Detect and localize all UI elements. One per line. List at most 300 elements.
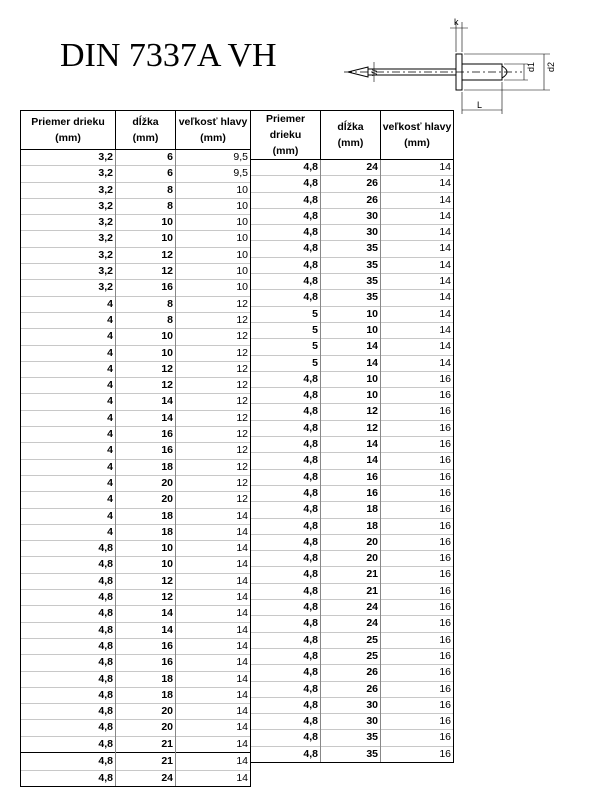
table-row xyxy=(251,257,454,273)
cell-diameter: 4,8 xyxy=(21,671,116,687)
cell-head-size: 9,5 xyxy=(176,166,251,182)
table-row xyxy=(251,176,454,192)
table-row xyxy=(21,590,251,606)
table-row xyxy=(251,274,454,290)
cell-length: 35 xyxy=(321,746,381,762)
cell-head-size: 10 xyxy=(176,215,251,231)
table-row xyxy=(251,567,454,583)
table-row xyxy=(21,394,251,410)
cell-diameter: 4,8 xyxy=(251,192,321,208)
cell-head-size: 16 xyxy=(381,714,454,730)
cell-length: 24 xyxy=(116,770,176,786)
cell-head-size: 16 xyxy=(381,567,454,583)
table-row xyxy=(21,770,251,786)
cell-length: 16 xyxy=(116,443,176,459)
cell-diameter: 4,8 xyxy=(251,583,321,599)
cell-diameter: 4,8 xyxy=(21,770,116,786)
table-row xyxy=(21,150,251,166)
table-row xyxy=(21,247,251,263)
cell-head-size: 16 xyxy=(381,551,454,567)
cell-length: 16 xyxy=(116,655,176,671)
table-row xyxy=(251,404,454,420)
cell-diameter: 5 xyxy=(251,306,321,322)
cell-head-size: 12 xyxy=(176,296,251,312)
cell-length: 30 xyxy=(321,697,381,713)
cell-length: 20 xyxy=(321,534,381,550)
cell-diameter: 4 xyxy=(21,394,116,410)
cell-head-size: 16 xyxy=(381,632,454,648)
cell-diameter: 4,8 xyxy=(251,518,321,534)
cell-length: 12 xyxy=(116,264,176,280)
cell-length: 30 xyxy=(321,714,381,730)
cell-head-size: 16 xyxy=(381,697,454,713)
cell-head-size: 14 xyxy=(176,524,251,540)
cell-head-size: 14 xyxy=(176,573,251,589)
table-row xyxy=(251,241,454,257)
table-row xyxy=(21,443,251,459)
cell-diameter: 4,8 xyxy=(251,632,321,648)
cell-diameter: 3,2 xyxy=(21,215,116,231)
cell-diameter: 4,8 xyxy=(251,567,321,583)
cell-diameter: 4 xyxy=(21,459,116,475)
cell-diameter: 3,2 xyxy=(21,182,116,198)
cell-length: 10 xyxy=(321,322,381,338)
cell-head-size: 14 xyxy=(381,176,454,192)
table-row xyxy=(21,312,251,328)
cell-head-size: 14 xyxy=(176,752,251,770)
cell-head-size: 14 xyxy=(176,655,251,671)
cell-diameter: 4 xyxy=(21,410,116,426)
cell-diameter: 4 xyxy=(21,427,116,443)
table-row xyxy=(21,198,251,214)
cell-length: 26 xyxy=(321,176,381,192)
table-row xyxy=(21,671,251,687)
cell-length: 18 xyxy=(116,459,176,475)
table-row xyxy=(251,534,454,550)
cell-diameter: 4,8 xyxy=(251,290,321,306)
table-row xyxy=(21,557,251,573)
cell-length: 16 xyxy=(321,485,381,501)
cell-length: 18 xyxy=(321,518,381,534)
table-row xyxy=(21,361,251,377)
cell-length: 16 xyxy=(321,469,381,485)
rivet-table-right xyxy=(250,110,454,763)
cell-diameter: 4,8 xyxy=(251,485,321,501)
table-header-row xyxy=(251,111,454,160)
cell-length: 12 xyxy=(116,247,176,263)
table-row xyxy=(21,475,251,491)
cell-diameter: 4 xyxy=(21,361,116,377)
cell-diameter: 4,8 xyxy=(21,752,116,770)
table-row xyxy=(251,551,454,567)
table-row xyxy=(21,492,251,508)
cell-length: 10 xyxy=(321,371,381,387)
cell-diameter: 4,8 xyxy=(251,208,321,224)
cell-diameter: 4,8 xyxy=(21,557,116,573)
table-row xyxy=(251,714,454,730)
cell-head-size: 10 xyxy=(176,280,251,296)
cell-length: 8 xyxy=(116,296,176,312)
cell-head-size: 10 xyxy=(176,182,251,198)
cell-head-size: 14 xyxy=(381,160,454,176)
cell-head-size: 12 xyxy=(176,443,251,459)
cell-head-size: 16 xyxy=(381,502,454,518)
cell-head-size: 14 xyxy=(381,192,454,208)
cell-length: 26 xyxy=(321,192,381,208)
table-row xyxy=(21,166,251,182)
cell-head-size: 16 xyxy=(381,616,454,632)
cell-diameter: 5 xyxy=(251,322,321,338)
header-head-size: veľkosť hlavy (mm) xyxy=(381,111,454,160)
cell-diameter: 4,8 xyxy=(251,160,321,176)
table-row xyxy=(251,322,454,338)
cell-length: 10 xyxy=(116,329,176,345)
cell-length: 26 xyxy=(321,665,381,681)
label-k: k xyxy=(454,17,459,27)
table-row xyxy=(251,681,454,697)
cell-length: 30 xyxy=(321,225,381,241)
cell-diameter: 3,2 xyxy=(21,150,116,166)
cell-diameter: 4,8 xyxy=(251,257,321,273)
table-header-row xyxy=(21,111,251,150)
table-row xyxy=(21,459,251,475)
table-row xyxy=(21,182,251,198)
cell-diameter: 3,2 xyxy=(21,280,116,296)
cell-head-size: 16 xyxy=(381,469,454,485)
cell-head-size: 12 xyxy=(176,329,251,345)
table-row xyxy=(251,420,454,436)
table-row xyxy=(251,502,454,518)
cell-head-size: 14 xyxy=(176,541,251,557)
cell-length: 18 xyxy=(321,502,381,518)
cell-head-size: 10 xyxy=(176,264,251,280)
cell-diameter: 4,8 xyxy=(21,606,116,622)
table-row xyxy=(21,606,251,622)
cell-length: 35 xyxy=(321,241,381,257)
table-row xyxy=(21,329,251,345)
cell-head-size: 12 xyxy=(176,345,251,361)
label-d2: d2 xyxy=(546,61,556,72)
table-row xyxy=(251,388,454,404)
cell-length: 14 xyxy=(321,339,381,355)
cell-head-size: 14 xyxy=(381,290,454,306)
header-head-size: veľkosť hlavy (mm) xyxy=(176,111,251,150)
cell-diameter: 4,8 xyxy=(251,241,321,257)
cell-length: 18 xyxy=(116,671,176,687)
cell-diameter: 4,8 xyxy=(251,225,321,241)
cell-head-size: 16 xyxy=(381,518,454,534)
table-row xyxy=(21,215,251,231)
cell-diameter: 4 xyxy=(21,312,116,328)
table-row xyxy=(21,508,251,524)
table-row xyxy=(251,746,454,762)
table-row xyxy=(21,541,251,557)
cell-head-size: 14 xyxy=(176,590,251,606)
table-row xyxy=(21,736,251,752)
table-row xyxy=(251,632,454,648)
table-row xyxy=(21,264,251,280)
cell-head-size: 12 xyxy=(176,394,251,410)
table-row xyxy=(21,638,251,654)
cell-head-size: 14 xyxy=(176,606,251,622)
cell-diameter: 4,8 xyxy=(21,590,116,606)
cell-length: 10 xyxy=(321,388,381,404)
cell-head-size: 16 xyxy=(381,420,454,436)
cell-diameter: 4,8 xyxy=(251,274,321,290)
label-w: w xyxy=(369,69,379,76)
cell-length: 12 xyxy=(321,420,381,436)
cell-diameter: 4,8 xyxy=(21,687,116,703)
cell-length: 8 xyxy=(116,182,176,198)
cell-length: 14 xyxy=(116,410,176,426)
cell-length: 12 xyxy=(116,361,176,377)
cell-diameter: 4,8 xyxy=(251,665,321,681)
cell-head-size: 14 xyxy=(381,306,454,322)
table-row xyxy=(251,600,454,616)
table-row xyxy=(251,616,454,632)
cell-length: 24 xyxy=(321,600,381,616)
table-row xyxy=(21,720,251,736)
table-body-left xyxy=(21,150,251,787)
rivet-table-left xyxy=(20,110,251,787)
cell-head-size: 14 xyxy=(176,638,251,654)
cell-length: 12 xyxy=(116,573,176,589)
cell-length: 10 xyxy=(321,306,381,322)
cell-head-size: 14 xyxy=(381,322,454,338)
cell-head-size: 12 xyxy=(176,459,251,475)
cell-diameter: 4,8 xyxy=(21,720,116,736)
cell-length: 14 xyxy=(116,622,176,638)
cell-length: 16 xyxy=(116,638,176,654)
table-row xyxy=(21,427,251,443)
table-row xyxy=(251,469,454,485)
cell-head-size: 14 xyxy=(176,704,251,720)
cell-length: 14 xyxy=(321,453,381,469)
cell-head-size: 16 xyxy=(381,388,454,404)
cell-length: 20 xyxy=(116,720,176,736)
cell-length: 24 xyxy=(321,616,381,632)
cell-diameter: 4,8 xyxy=(21,638,116,654)
cell-diameter: 3,2 xyxy=(21,247,116,263)
cell-diameter: 4,8 xyxy=(251,551,321,567)
table-row xyxy=(21,296,251,312)
cell-length: 35 xyxy=(321,274,381,290)
cell-diameter: 3,2 xyxy=(21,198,116,214)
cell-length: 30 xyxy=(321,208,381,224)
table-body-right xyxy=(251,160,454,763)
cell-head-size: 14 xyxy=(176,720,251,736)
cell-head-size: 14 xyxy=(381,339,454,355)
cell-length: 18 xyxy=(116,687,176,703)
table-row xyxy=(21,704,251,720)
table-row xyxy=(251,453,454,469)
cell-diameter: 5 xyxy=(251,355,321,371)
cell-head-size: 16 xyxy=(381,600,454,616)
label-L: L xyxy=(477,100,483,110)
rivet-drawing xyxy=(340,14,560,124)
cell-head-size: 14 xyxy=(176,622,251,638)
cell-length: 21 xyxy=(116,752,176,770)
cell-diameter: 4,8 xyxy=(21,573,116,589)
cell-length: 10 xyxy=(116,345,176,361)
cell-length: 12 xyxy=(321,404,381,420)
cell-head-size: 14 xyxy=(381,225,454,241)
cell-length: 10 xyxy=(116,231,176,247)
cell-length: 14 xyxy=(321,355,381,371)
table-row xyxy=(251,208,454,224)
table-row xyxy=(21,687,251,703)
cell-head-size: 14 xyxy=(176,687,251,703)
cell-diameter: 4,8 xyxy=(251,469,321,485)
header-length: dĺžka (mm) xyxy=(116,111,176,150)
table-row xyxy=(251,697,454,713)
cell-length: 20 xyxy=(116,475,176,491)
cell-diameter: 4,8 xyxy=(21,704,116,720)
cell-head-size: 16 xyxy=(381,437,454,453)
cell-diameter: 4,8 xyxy=(21,736,116,752)
cell-diameter: 4 xyxy=(21,296,116,312)
cell-length: 12 xyxy=(116,378,176,394)
cell-diameter: 4,8 xyxy=(251,534,321,550)
cell-head-size: 9,5 xyxy=(176,150,251,166)
cell-diameter: 4,8 xyxy=(251,746,321,762)
cell-diameter: 4,8 xyxy=(251,388,321,404)
cell-diameter: 4,8 xyxy=(251,600,321,616)
table-row xyxy=(251,371,454,387)
cell-length: 14 xyxy=(116,606,176,622)
cell-length: 20 xyxy=(116,704,176,720)
cell-length: 35 xyxy=(321,290,381,306)
table-row xyxy=(21,752,251,770)
cell-diameter: 4 xyxy=(21,492,116,508)
header-diameter: Priemer drieku (mm) xyxy=(21,111,116,150)
cell-head-size: 16 xyxy=(381,404,454,420)
cell-head-size: 16 xyxy=(381,681,454,697)
cell-length: 14 xyxy=(116,394,176,410)
table-row xyxy=(251,437,454,453)
table-row xyxy=(251,485,454,501)
cell-diameter: 4,8 xyxy=(251,420,321,436)
cell-diameter: 4,8 xyxy=(251,404,321,420)
table-row xyxy=(251,648,454,664)
cell-diameter: 4 xyxy=(21,345,116,361)
table-row xyxy=(21,410,251,426)
header-length: dĺžka (mm) xyxy=(321,111,381,160)
cell-diameter: 4,8 xyxy=(251,681,321,697)
table-row xyxy=(251,160,454,176)
cell-diameter: 4,8 xyxy=(251,437,321,453)
cell-diameter: 4,8 xyxy=(21,541,116,557)
cell-length: 10 xyxy=(116,541,176,557)
cell-diameter: 4,8 xyxy=(21,622,116,638)
table-row xyxy=(21,622,251,638)
cell-length: 21 xyxy=(116,736,176,752)
cell-head-size: 14 xyxy=(381,241,454,257)
cell-head-size: 16 xyxy=(381,583,454,599)
table-row xyxy=(21,573,251,589)
cell-head-size: 12 xyxy=(176,492,251,508)
cell-diameter: 4,8 xyxy=(251,371,321,387)
table-row xyxy=(251,665,454,681)
cell-head-size: 16 xyxy=(381,746,454,762)
table-row xyxy=(21,378,251,394)
cell-diameter: 3,2 xyxy=(21,231,116,247)
cell-length: 6 xyxy=(116,166,176,182)
cell-length: 21 xyxy=(321,583,381,599)
cell-head-size: 12 xyxy=(176,312,251,328)
cell-diameter: 4 xyxy=(21,378,116,394)
cell-head-size: 12 xyxy=(176,361,251,377)
table-row xyxy=(251,290,454,306)
page-title: DIN 7337A VH xyxy=(60,37,277,74)
table-row xyxy=(21,231,251,247)
cell-length: 20 xyxy=(116,492,176,508)
cell-length: 20 xyxy=(321,551,381,567)
cell-diameter: 4,8 xyxy=(251,453,321,469)
cell-length: 10 xyxy=(116,557,176,573)
cell-head-size: 16 xyxy=(381,485,454,501)
cell-head-size: 16 xyxy=(381,648,454,664)
cell-length: 18 xyxy=(116,524,176,540)
table-row xyxy=(21,345,251,361)
cell-length: 14 xyxy=(321,437,381,453)
cell-length: 21 xyxy=(321,567,381,583)
cell-head-size: 16 xyxy=(381,371,454,387)
cell-head-size: 10 xyxy=(176,231,251,247)
cell-length: 12 xyxy=(116,590,176,606)
cell-length: 25 xyxy=(321,648,381,664)
cell-head-size: 14 xyxy=(381,274,454,290)
cell-head-size: 14 xyxy=(381,208,454,224)
cell-head-size: 14 xyxy=(176,770,251,786)
table-row xyxy=(251,518,454,534)
cell-diameter: 4 xyxy=(21,443,116,459)
table-row xyxy=(251,355,454,371)
table-row xyxy=(251,583,454,599)
cell-length: 8 xyxy=(116,198,176,214)
cell-head-size: 16 xyxy=(381,665,454,681)
cell-diameter: 4,8 xyxy=(251,697,321,713)
cell-head-size: 16 xyxy=(381,730,454,746)
cell-length: 24 xyxy=(321,160,381,176)
cell-length: 10 xyxy=(116,215,176,231)
header-diameter: Priemer drieku (mm) xyxy=(251,111,321,160)
cell-head-size: 14 xyxy=(176,736,251,752)
cell-length: 26 xyxy=(321,681,381,697)
table-row xyxy=(251,225,454,241)
cell-diameter: 4,8 xyxy=(251,648,321,664)
cell-head-size: 14 xyxy=(381,355,454,371)
cell-head-size: 14 xyxy=(176,671,251,687)
cell-head-size: 16 xyxy=(381,534,454,550)
cell-head-size: 14 xyxy=(176,557,251,573)
cell-head-size: 12 xyxy=(176,410,251,426)
cell-diameter: 4,8 xyxy=(251,616,321,632)
cell-length: 8 xyxy=(116,312,176,328)
cell-head-size: 10 xyxy=(176,247,251,263)
table-row xyxy=(21,524,251,540)
cell-length: 25 xyxy=(321,632,381,648)
cell-diameter: 4,8 xyxy=(21,655,116,671)
cell-length: 16 xyxy=(116,427,176,443)
table-row xyxy=(251,730,454,746)
cell-diameter: 4,8 xyxy=(251,730,321,746)
table-row xyxy=(251,306,454,322)
cell-head-size: 16 xyxy=(381,453,454,469)
cell-head-size: 12 xyxy=(176,475,251,491)
table-row xyxy=(251,192,454,208)
cell-length: 18 xyxy=(116,508,176,524)
